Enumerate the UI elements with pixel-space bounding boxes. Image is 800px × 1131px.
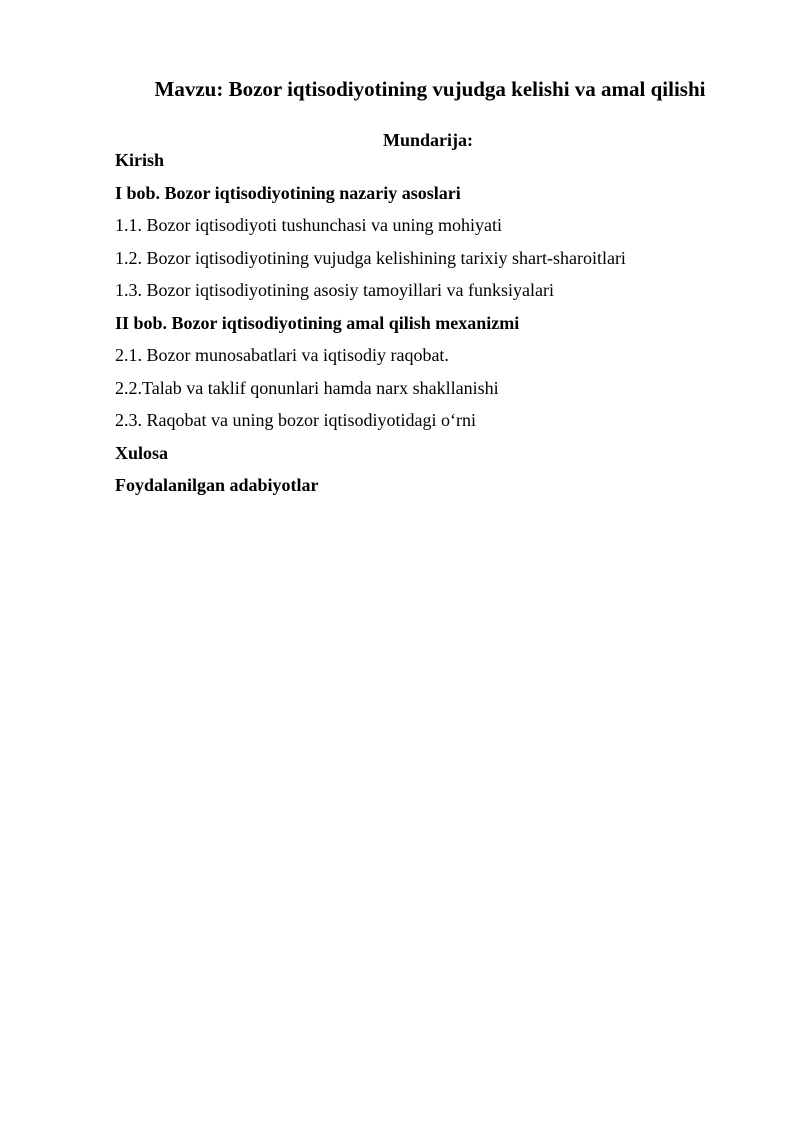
toc-item-chapter-1: I bob. Bozor iqtisodiyotining nazariy asoslari [115, 182, 461, 203]
toc-item-section-2-1: 2.1. Bozor munosabatlari va iqtisodiy raqobat. [115, 345, 449, 365]
table-of-contents [115, 147, 755, 505]
toc-item-conclusion: Xulosa [115, 442, 169, 463]
toc-item-section-2-3: 2.3. Raqobat va uning bozor iqtisodiyotidagi o‘rni [115, 410, 476, 430]
toc-item-introduction: Kirish [115, 150, 165, 170]
toc-item-section-1-2: 1.2. Bozor iqtisodiyotining vujudga kelishining tarixiy shart-sharoitlari [115, 247, 626, 268]
toc-item-section-1-1: 1.1. Bozor iqtisodiyoti tushunchasi va uning mohiyati [115, 215, 502, 235]
toc-item-chapter-2: II bob. Bozor iqtisodiyotining amal qilish mexanizmi [115, 312, 520, 333]
toc-item-section-2-2: 2.2.Talab va taklif qonunlari hamda narx shakllanishi [115, 377, 499, 398]
document-title: Mavzu: Bozor iqtisodiyotining vujudga kelishi va amal qilishi [154, 77, 706, 101]
toc-heading: Mundarija: [383, 130, 473, 150]
toc-item-references: Foydalanilgan adabiyotlar [115, 475, 319, 495]
toc-item-section-1-3: 1.3. Bozor iqtisodiyotining asosiy tamoyillari va funksiyalari [115, 280, 554, 300]
